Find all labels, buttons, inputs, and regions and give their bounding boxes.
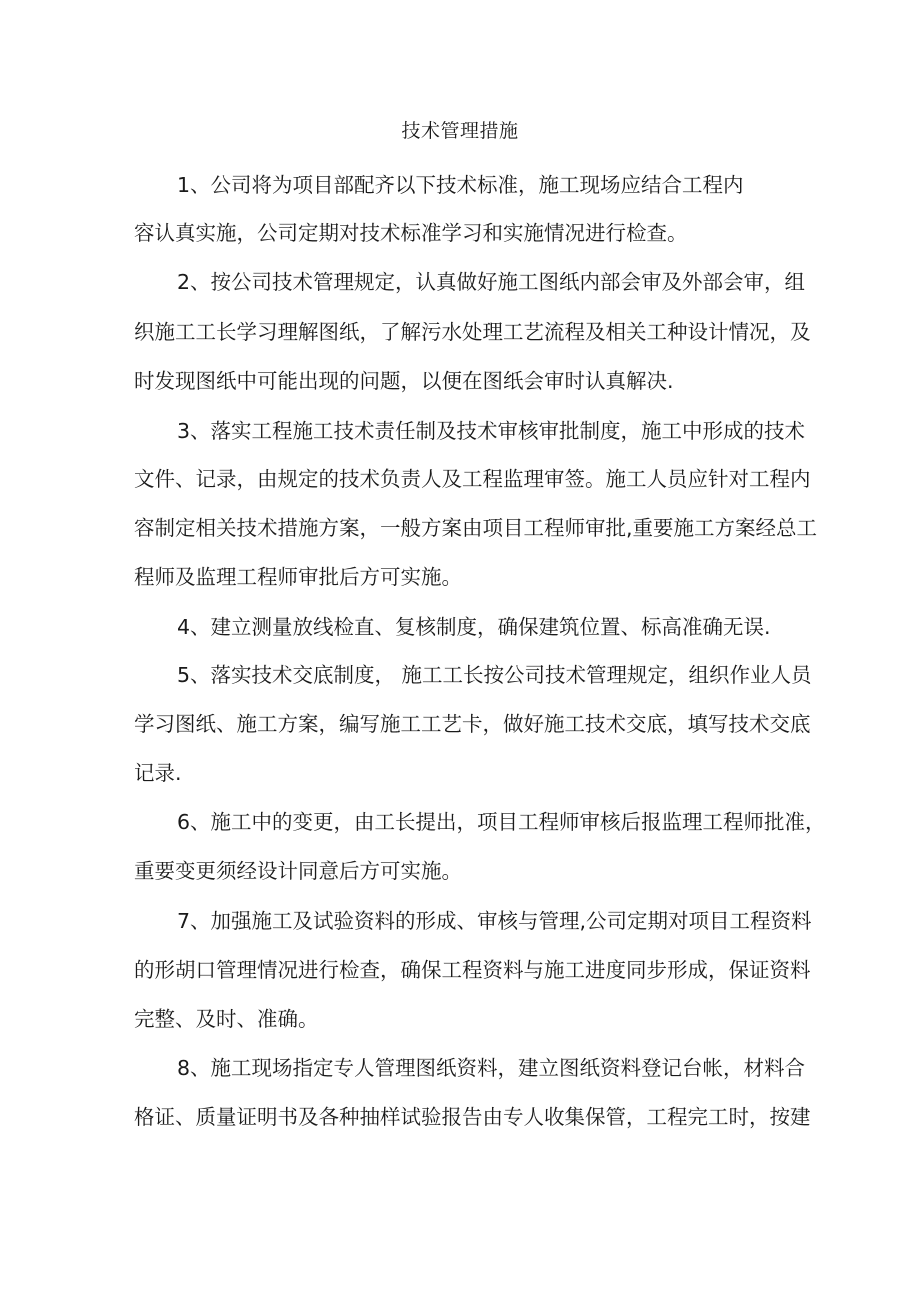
paragraph-7-line-2: 的形胡口管理情况进行检查，确保工程资料与施工进度同步形成，保证资料 <box>134 958 811 982</box>
paragraph-3-line-4: 程师及监理工程师审批后方可实施。 <box>134 565 462 589</box>
paragraph-1-line-1: 1、公司将为项目部配齐以下技术标准，施工现场应结合工程内 <box>177 173 744 197</box>
paragraph-5-line-3: 记录. <box>134 761 182 785</box>
paragraph-8-line-2: 格证、质量证明书及各种抽样试验报告由专人收集保管，工程完工时，按建 <box>134 1105 811 1129</box>
paragraph-7-line-1: 7、加强施工及试验资料的形成、审核与管理,公司定期对项目工程资料 <box>177 909 812 933</box>
paragraph-2-line-3: 时发现图纸中可能出现的问题，以便在图纸会审时认真解决. <box>134 369 674 393</box>
paragraph-5-line-1: 5、落实技术交底制度， 施工工长按公司技术管理规定，组织作业人员 <box>177 663 812 687</box>
paragraph-2-line-2: 织施工工长学习理解图纸，了解污水处理工艺流程及相关工种设计情况，及 <box>134 320 811 344</box>
paragraph-6-line-2: 重要变更须经设计同意后方可实施。 <box>134 859 462 883</box>
paragraph-3-line-3: 容制定相关技术措施方案，一般方案由项目工程师审批,重要施工方案经总工 <box>134 516 818 540</box>
paragraph-3-line-2: 文件、记录，由规定的技术负责人及工程监理审签。施工人员应针对工程内 <box>134 467 811 491</box>
paragraph-3-line-1: 3、落实工程施工技术责任制及技术审核审批制度，施工中形成的技术 <box>177 419 806 443</box>
paragraph-8-line-1: 8、施工现场指定专人管理图纸资料，建立图纸资料登记台帐，材料合 <box>177 1056 806 1080</box>
paragraph-1-line-2: 容认真实施，公司定期对技术标准学习和实施情况进行检查。 <box>134 221 688 245</box>
paragraph-5-line-2: 学习图纸、施工方案，编写施工工艺卡，做好施工技术交底，填写技术交底 <box>134 712 811 736</box>
paragraph-6-line-1: 6、施工中的变更，由工长提出，项目工程师审核后报监理工程师批准， <box>177 810 826 834</box>
paragraph-4-line-1: 4、建立测量放线检直、复核制度，确保建筑位置、标高准确无误. <box>177 615 771 639</box>
paragraph-7-line-3: 完整、及时、准确。 <box>134 1007 319 1031</box>
document-title: 技术管理措施 <box>401 120 519 142</box>
paragraph-2-line-1: 2、按公司技术管理规定，认真做好施工图纸内部会审及外部会审，组 <box>177 270 806 294</box>
